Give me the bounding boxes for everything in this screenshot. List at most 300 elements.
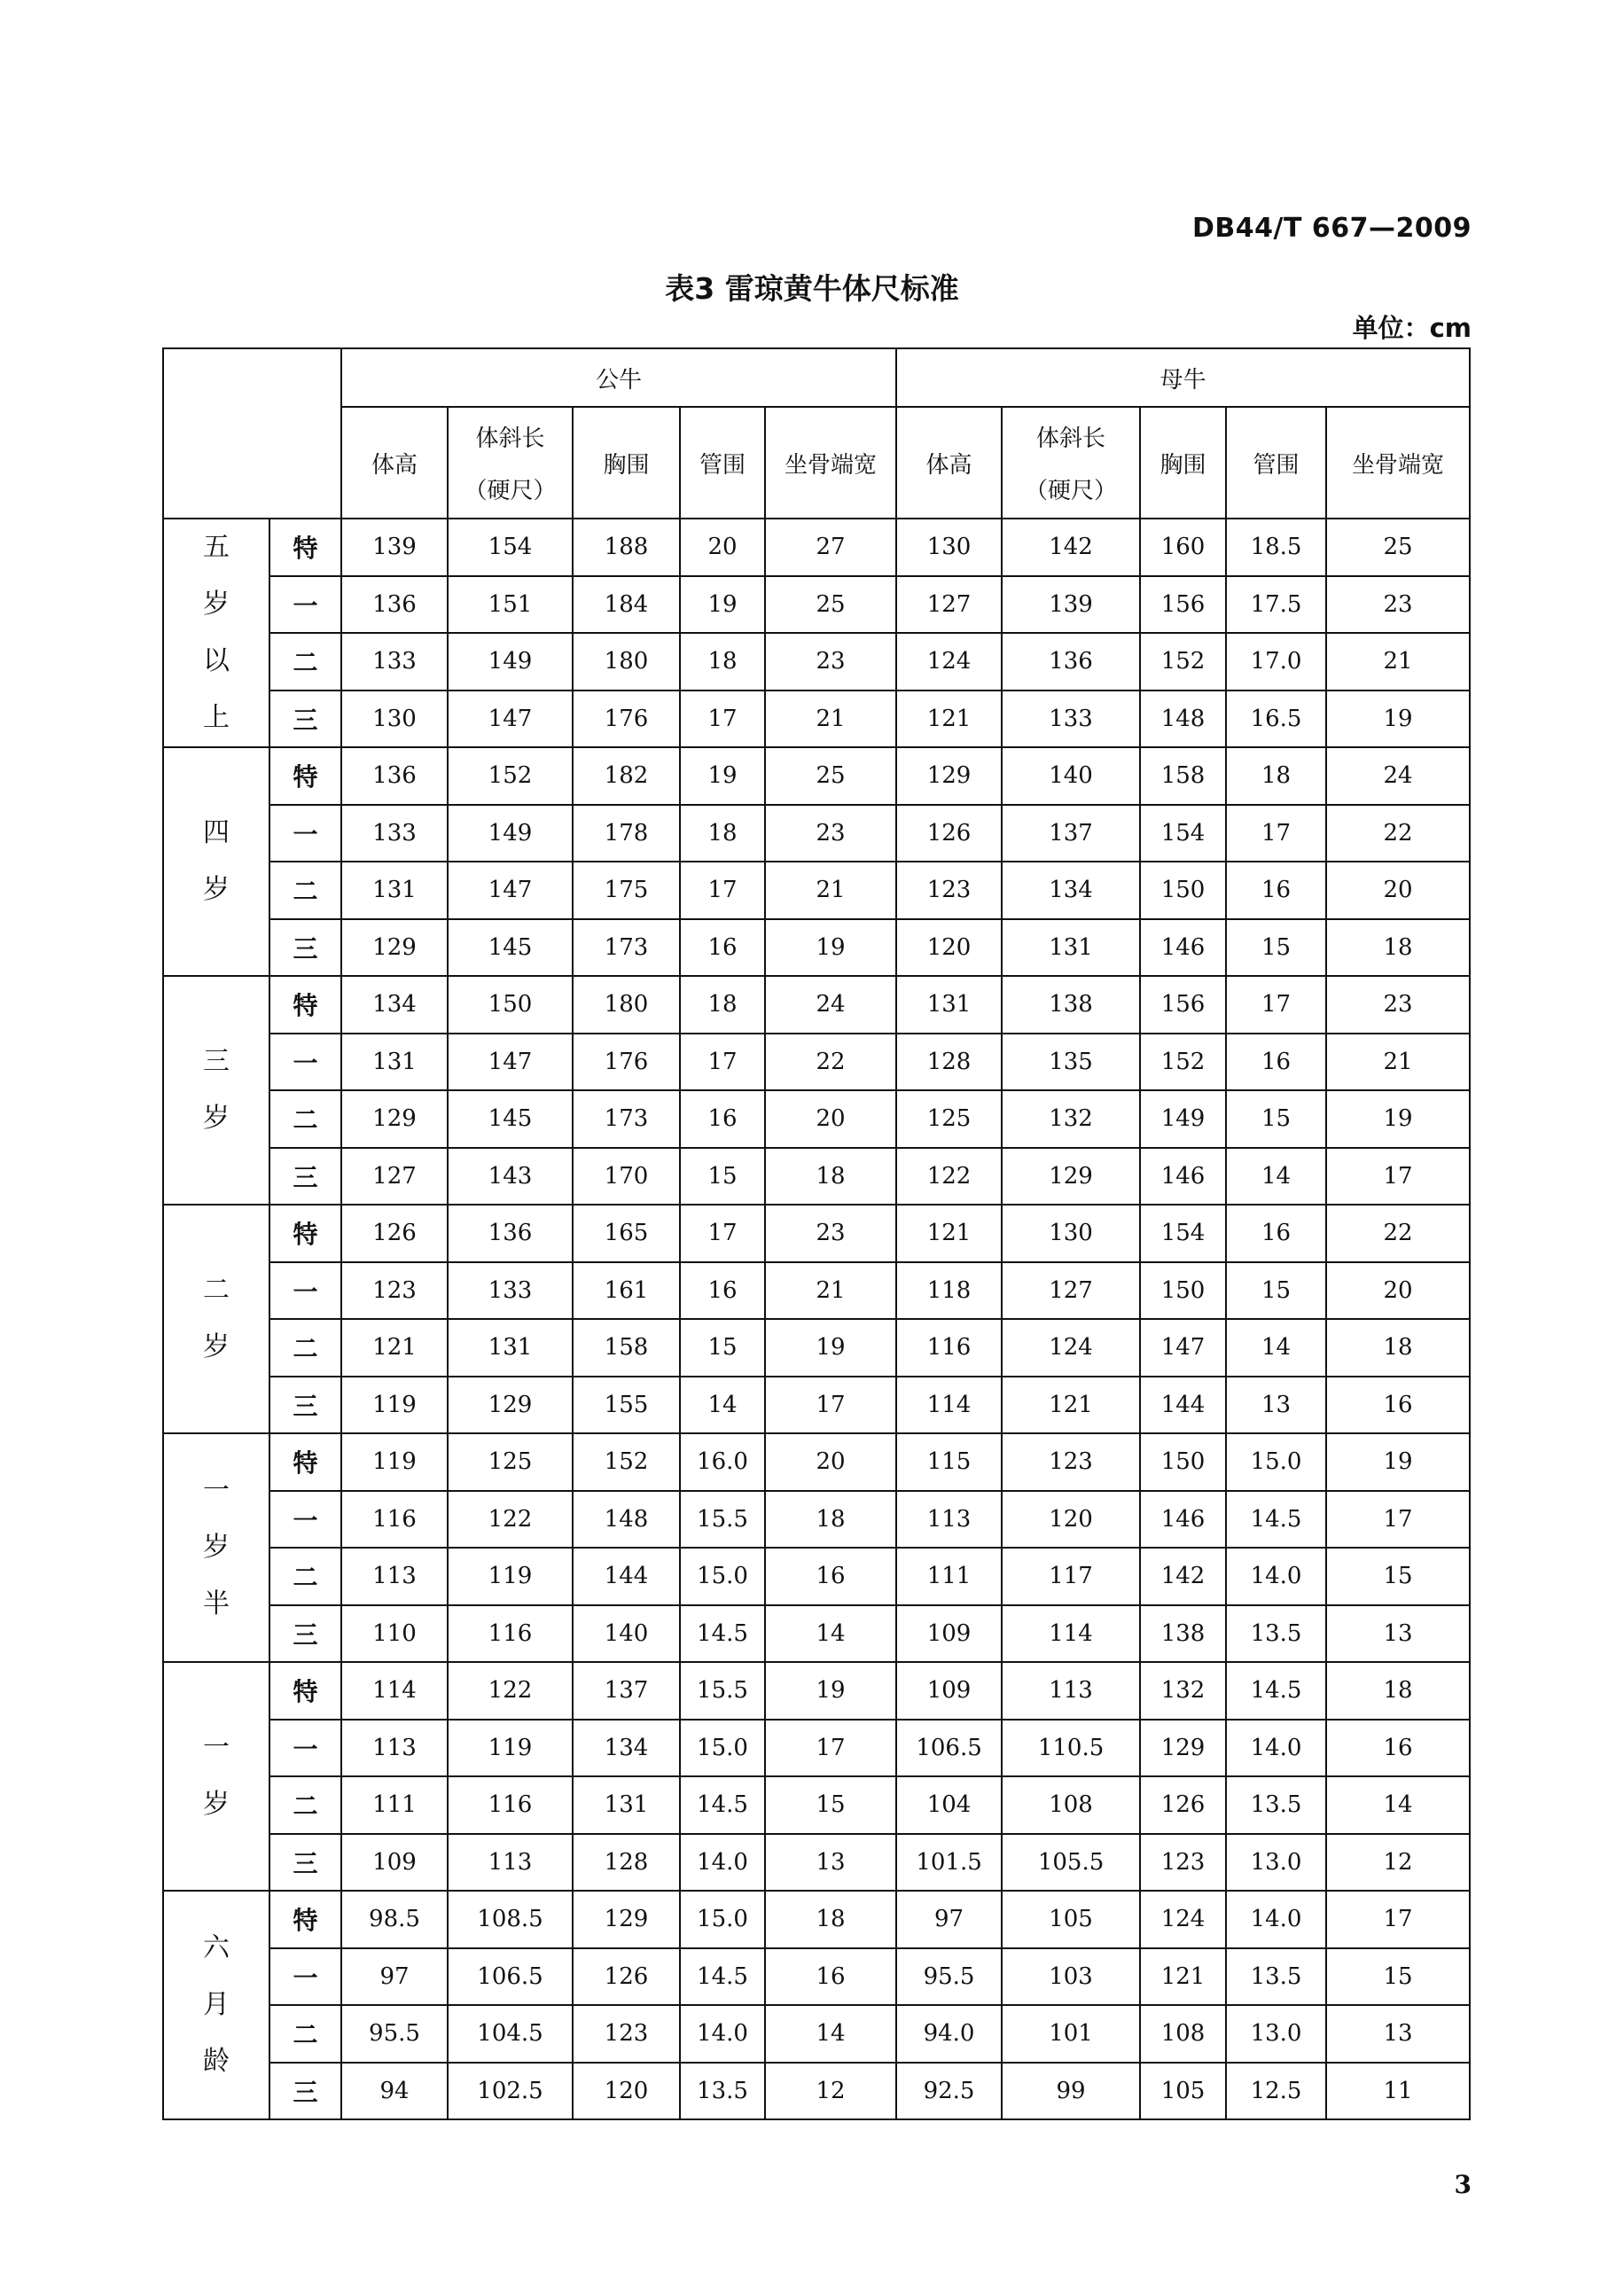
female-value-cell: 16: [1326, 1377, 1470, 1434]
male-value-cell: 125: [448, 1433, 573, 1491]
female-value-cell: 101.5: [896, 1834, 1002, 1892]
female-value-cell: 16: [1226, 1034, 1326, 1091]
male-value-cell: 17: [765, 1377, 896, 1434]
male-value-cell: 18: [680, 633, 765, 691]
grade-cell: 特: [269, 976, 341, 1034]
female-value-cell: 114: [1002, 1605, 1140, 1663]
male-value-cell: 15: [680, 1148, 765, 1206]
male-value-cell: 17: [680, 1034, 765, 1091]
female-value-cell: 14: [1326, 1776, 1470, 1834]
female-value-cell: 21: [1326, 633, 1470, 691]
male-value-cell: 176: [573, 1034, 680, 1091]
male-value-cell: 17: [765, 1720, 896, 1777]
male-value-cell: 180: [573, 633, 680, 691]
male-value-cell: 154: [448, 519, 573, 576]
female-value-cell: 22: [1326, 805, 1470, 862]
male-value-cell: 129: [341, 919, 448, 977]
female-value-cell: 121: [896, 691, 1002, 748]
male-value-cell: 121: [341, 1319, 448, 1377]
female-value-cell: 148: [1140, 691, 1226, 748]
male-value-cell: 111: [341, 1776, 448, 1834]
male-value-cell: 137: [573, 1662, 680, 1720]
male-value-cell: 127: [341, 1148, 448, 1206]
table-row: [163, 862, 1470, 919]
age-char: 以: [203, 645, 230, 676]
table-row: [163, 1605, 1470, 1663]
male-value-cell: 147: [448, 1034, 573, 1091]
female-value-cell: 121: [1140, 1948, 1226, 2006]
male-value-cell: 131: [341, 862, 448, 919]
male-value-cell: 152: [448, 747, 573, 805]
female-value-cell: 109: [896, 1662, 1002, 1720]
age-group-label: [163, 519, 269, 747]
female-value-cell: 94.0: [896, 2005, 1002, 2063]
female-value-cell: 132: [1002, 1090, 1140, 1148]
table-row: [163, 1948, 1470, 2006]
female-value-cell: 156: [1140, 576, 1226, 634]
female-value-cell: 117: [1002, 1548, 1140, 1605]
female-value-cell: 134: [1002, 862, 1140, 919]
female-value-cell: 127: [896, 576, 1002, 634]
male-value-cell: 15.0: [680, 1720, 765, 1777]
female-value-cell: 121: [896, 1205, 1002, 1262]
female-value-cell: 97: [896, 1891, 1002, 1948]
male-value-cell: 25: [765, 576, 896, 634]
male-value-cell: 19: [680, 747, 765, 805]
grade-cell: 二: [269, 1090, 341, 1148]
table-row: [163, 1662, 1470, 1720]
male-value-cell: 20: [765, 1433, 896, 1491]
age-char: 一: [203, 1732, 230, 1763]
male-value-cell: 18: [765, 1491, 896, 1549]
age-group-label: [163, 1891, 269, 2119]
male-value-cell: 149: [448, 805, 573, 862]
female-value-cell: 142: [1002, 519, 1140, 576]
female-value-cell: 14.5: [1226, 1662, 1326, 1720]
female-value-cell: 133: [1002, 691, 1140, 748]
table-row: [163, 2063, 1470, 2120]
female-value-cell: 14: [1226, 1319, 1326, 1377]
male-value-cell: 16: [680, 919, 765, 977]
male-value-cell: 136: [341, 576, 448, 634]
female-value-cell: 13.5: [1226, 1948, 1326, 2006]
table-row: [163, 1319, 1470, 1377]
female-value-cell: 11: [1326, 2063, 1470, 2120]
female-value-cell: 114: [896, 1377, 1002, 1434]
grade-cell: 特: [269, 1662, 341, 1720]
male-value-cell: 152: [573, 1433, 680, 1491]
male-value-cell: 147: [448, 691, 573, 748]
male-value-cell: 133: [448, 1262, 573, 1320]
table-row: [163, 2005, 1470, 2063]
female-value-cell: 123: [1002, 1433, 1140, 1491]
male-value-cell: 95.5: [341, 2005, 448, 2063]
female-value-cell: 101: [1002, 2005, 1140, 2063]
female-value-cell: 23: [1326, 576, 1470, 634]
age-char: 龄: [203, 2046, 230, 2077]
male-value-cell: 13.5: [680, 2063, 765, 2120]
male-value-cell: 130: [341, 691, 448, 748]
male-value-cell: 113: [341, 1720, 448, 1777]
male-value-cell: 131: [573, 1776, 680, 1834]
male-value-cell: 12: [765, 2063, 896, 2120]
male-value-cell: 23: [765, 1205, 896, 1262]
male-value-cell: 180: [573, 976, 680, 1034]
male-value-cell: 15: [680, 1319, 765, 1377]
female-value-cell: 113: [1002, 1662, 1140, 1720]
male-value-cell: 122: [448, 1491, 573, 1549]
grade-cell: 一: [269, 1948, 341, 2006]
female-value-cell: 147: [1140, 1319, 1226, 1377]
table-row: [163, 1891, 1470, 1948]
male-value-cell: 158: [573, 1319, 680, 1377]
male-value-cell: 176: [573, 691, 680, 748]
age-char: 月: [203, 1989, 230, 2020]
male-value-cell: 182: [573, 747, 680, 805]
male-value-cell: 148: [573, 1491, 680, 1549]
female-value-cell: 16: [1326, 1720, 1470, 1777]
table-row: [163, 976, 1470, 1034]
female-value-cell: 130: [896, 519, 1002, 576]
male-value-cell: 119: [448, 1720, 573, 1777]
male-value-cell: 15.0: [680, 1891, 765, 1948]
female-value-cell: 116: [896, 1319, 1002, 1377]
col-header-oblique-length-label: 体斜长: [1036, 425, 1106, 452]
female-value-cell: 13.0: [1226, 1834, 1326, 1892]
female-value-cell: 20: [1326, 1262, 1470, 1320]
female-value-cell: 105: [1002, 1891, 1140, 1948]
male-value-cell: 126: [573, 1948, 680, 2006]
female-value-cell: 111: [896, 1548, 1002, 1605]
age-char: 岁: [203, 1331, 230, 1362]
male-value-cell: 108.5: [448, 1891, 573, 1948]
female-value-cell: 118: [896, 1262, 1002, 1320]
age-group-label: [163, 1433, 269, 1662]
female-value-cell: 14.0: [1226, 1891, 1326, 1948]
female-value-cell: 13: [1226, 1377, 1326, 1434]
age-group-label: [163, 747, 269, 976]
table-title: 表3 雷琼黄牛体尺标准: [665, 271, 959, 306]
male-value-cell: 19: [765, 1319, 896, 1377]
grade-cell: 一: [269, 1491, 341, 1549]
table-row: [163, 691, 1470, 748]
female-value-cell: 110.5: [1002, 1720, 1140, 1777]
male-value-cell: 21: [765, 691, 896, 748]
female-value-cell: 17: [1226, 805, 1326, 862]
female-value-cell: 158: [1140, 747, 1226, 805]
male-value-cell: 143: [448, 1148, 573, 1206]
male-value-cell: 170: [573, 1148, 680, 1206]
male-value-cell: 150: [448, 976, 573, 1034]
female-value-cell: 129: [1140, 1720, 1226, 1777]
female-value-cell: 124: [1140, 1891, 1226, 1948]
age-char: 三: [203, 1046, 230, 1077]
female-value-cell: 150: [1140, 1262, 1226, 1320]
male-value-cell: 119: [448, 1548, 573, 1605]
male-value-cell: 17: [680, 862, 765, 919]
male-value-cell: 129: [448, 1377, 573, 1434]
col-header-oblique-length-label: 体斜长: [475, 425, 545, 452]
male-value-cell: 131: [448, 1319, 573, 1377]
male-value-cell: 116: [341, 1491, 448, 1549]
male-value-cell: 16: [680, 1262, 765, 1320]
female-value-cell: 24: [1326, 747, 1470, 805]
col-header-oblique-length: [448, 407, 573, 519]
male-value-cell: 173: [573, 919, 680, 977]
male-value-cell: 184: [573, 576, 680, 634]
female-value-cell: 129: [1002, 1148, 1140, 1206]
age-char: 四: [203, 817, 230, 848]
male-value-cell: 14: [765, 1605, 896, 1663]
male-value-cell: 15.5: [680, 1662, 765, 1720]
female-value-cell: 16: [1226, 862, 1326, 919]
female-value-cell: 25: [1326, 519, 1470, 576]
male-value-cell: 113: [341, 1548, 448, 1605]
grade-cell: 特: [269, 747, 341, 805]
male-value-cell: 17: [680, 1205, 765, 1262]
female-value-cell: 115: [896, 1433, 1002, 1491]
grade-cell: 二: [269, 862, 341, 919]
table-row: [163, 1090, 1470, 1148]
male-value-cell: 133: [341, 633, 448, 691]
female-value-cell: 14.5: [1226, 1491, 1326, 1549]
female-value-cell: 18: [1326, 1662, 1470, 1720]
male-value-cell: 147: [448, 862, 573, 919]
male-value-cell: 20: [680, 519, 765, 576]
col-header-oblique-length: [1002, 407, 1140, 519]
male-value-cell: 21: [765, 862, 896, 919]
male-value-cell: 18: [765, 1891, 896, 1948]
male-value-cell: 14: [680, 1377, 765, 1434]
female-value-cell: 138: [1140, 1605, 1226, 1663]
grade-cell: 三: [269, 1148, 341, 1206]
body-measurement-table: [162, 347, 1471, 2120]
female-value-cell: 131: [1002, 919, 1140, 977]
male-value-cell: 161: [573, 1262, 680, 1320]
female-value-cell: 92.5: [896, 2063, 1002, 2120]
male-value-cell: 140: [573, 1605, 680, 1663]
male-value-cell: 122: [448, 1662, 573, 1720]
age-char: 上: [203, 702, 230, 733]
male-value-cell: 16: [765, 1948, 896, 2006]
female-value-cell: 105: [1140, 2063, 1226, 2120]
female-value-cell: 150: [1140, 1433, 1226, 1491]
male-value-cell: 25: [765, 747, 896, 805]
female-value-cell: 15: [1226, 1090, 1326, 1148]
female-value-cell: 18: [1326, 919, 1470, 977]
male-value-cell: 129: [341, 1090, 448, 1148]
female-value-cell: 131: [896, 976, 1002, 1034]
male-value-cell: 133: [341, 805, 448, 862]
male-value-cell: 18: [765, 1148, 896, 1206]
col-header-height: 体高: [896, 407, 1002, 519]
table-row: [163, 633, 1470, 691]
male-value-cell: 120: [573, 2063, 680, 2120]
male-value-cell: 19: [765, 919, 896, 977]
male-value-cell: 15: [765, 1776, 896, 1834]
col-header-height: 体高: [341, 407, 448, 519]
female-value-cell: 15: [1226, 1262, 1326, 1320]
group-header-female: 母牛: [896, 348, 1470, 407]
grade-cell: 特: [269, 519, 341, 576]
female-value-cell: 126: [896, 805, 1002, 862]
table-row: [163, 1262, 1470, 1320]
age-char: 岁: [203, 1103, 230, 1134]
female-value-cell: 17: [1326, 1491, 1470, 1549]
male-value-cell: 116: [448, 1605, 573, 1663]
female-value-cell: 16.5: [1226, 691, 1326, 748]
female-value-cell: 19: [1326, 1433, 1470, 1491]
table-row: [163, 1148, 1470, 1206]
female-value-cell: 109: [896, 1605, 1002, 1663]
female-value-cell: 23: [1326, 976, 1470, 1034]
male-value-cell: 17: [680, 691, 765, 748]
group-header-male: 公牛: [341, 348, 896, 407]
male-value-cell: 165: [573, 1205, 680, 1262]
age-char: 岁: [203, 1532, 230, 1563]
male-value-cell: 22: [765, 1034, 896, 1091]
female-value-cell: 124: [1002, 1319, 1140, 1377]
female-value-cell: 20: [1326, 862, 1470, 919]
female-value-cell: 113: [896, 1491, 1002, 1549]
male-value-cell: 106.5: [448, 1948, 573, 2006]
female-value-cell: 154: [1140, 1205, 1226, 1262]
female-value-cell: 12: [1326, 1834, 1470, 1892]
female-value-cell: 120: [896, 919, 1002, 977]
grade-cell: 特: [269, 1433, 341, 1491]
col-header-pin-width: 坐骨端宽: [765, 407, 896, 519]
col-header-cannon: 管围: [680, 407, 765, 519]
age-char: 六: [203, 1932, 230, 1963]
male-value-cell: 15.0: [680, 1548, 765, 1605]
grade-cell: 三: [269, 919, 341, 977]
female-value-cell: 139: [1002, 576, 1140, 634]
male-value-cell: 126: [341, 1205, 448, 1262]
male-value-cell: 136: [448, 1205, 573, 1262]
male-value-cell: 98.5: [341, 1891, 448, 1948]
female-value-cell: 13: [1326, 2005, 1470, 2063]
male-value-cell: 145: [448, 1090, 573, 1148]
female-value-cell: 138: [1002, 976, 1140, 1034]
age-char: 五: [203, 532, 230, 563]
female-value-cell: 14.0: [1226, 1548, 1326, 1605]
male-value-cell: 16: [680, 1090, 765, 1148]
age-char: 岁: [203, 1789, 230, 1820]
female-value-cell: 13: [1326, 1605, 1470, 1663]
male-value-cell: 119: [341, 1377, 448, 1434]
female-value-cell: 17.5: [1226, 576, 1326, 634]
male-value-cell: 151: [448, 576, 573, 634]
male-value-cell: 24: [765, 976, 896, 1034]
male-value-cell: 109: [341, 1834, 448, 1892]
female-value-cell: 130: [1002, 1205, 1140, 1262]
grade-cell: 一: [269, 1720, 341, 1777]
grade-cell: 一: [269, 805, 341, 862]
table-row: [163, 1205, 1470, 1262]
female-value-cell: 136: [1002, 633, 1140, 691]
female-value-cell: 15: [1326, 1948, 1470, 2006]
female-value-cell: 22: [1326, 1205, 1470, 1262]
female-value-cell: 19: [1326, 691, 1470, 748]
age-group-label: [163, 1662, 269, 1891]
female-value-cell: 15: [1226, 919, 1326, 977]
female-value-cell: 17: [1326, 1891, 1470, 1948]
table-row: [163, 519, 1470, 576]
table-row: [163, 1548, 1470, 1605]
female-value-cell: 152: [1140, 633, 1226, 691]
grade-cell: 三: [269, 1377, 341, 1434]
female-value-cell: 135: [1002, 1034, 1140, 1091]
grade-cell: 二: [269, 633, 341, 691]
unit-label: 单位：cm: [1352, 313, 1472, 343]
male-value-cell: 27: [765, 519, 896, 576]
age-char: 岁: [203, 589, 230, 620]
grade-cell: 二: [269, 1548, 341, 1605]
male-value-cell: 94: [341, 2063, 448, 2120]
female-value-cell: 152: [1140, 1034, 1226, 1091]
male-value-cell: 14.0: [680, 2005, 765, 2063]
table-row: [163, 1034, 1470, 1091]
female-value-cell: 18: [1326, 1319, 1470, 1377]
female-value-cell: 21: [1326, 1034, 1470, 1091]
female-value-cell: 123: [1140, 1834, 1226, 1892]
grade-cell: 特: [269, 1891, 341, 1948]
grade-cell: 二: [269, 2005, 341, 2063]
male-value-cell: 173: [573, 1090, 680, 1148]
table-row: [163, 1720, 1470, 1777]
col-header-chest: 胸围: [573, 407, 680, 519]
male-value-cell: 14.5: [680, 1605, 765, 1663]
male-value-cell: 23: [765, 633, 896, 691]
male-value-cell: 23: [765, 805, 896, 862]
male-value-cell: 13: [765, 1834, 896, 1892]
male-value-cell: 16.0: [680, 1433, 765, 1491]
age-char: 岁: [203, 874, 230, 905]
female-value-cell: 17.0: [1226, 633, 1326, 691]
male-value-cell: 123: [573, 2005, 680, 2063]
female-value-cell: 150: [1140, 862, 1226, 919]
female-value-cell: 123: [896, 862, 1002, 919]
male-value-cell: 15.5: [680, 1491, 765, 1549]
female-value-cell: 120: [1002, 1491, 1140, 1549]
table-row: [163, 1377, 1470, 1434]
male-value-cell: 119: [341, 1433, 448, 1491]
table-row: [163, 805, 1470, 862]
age-char: 二: [203, 1275, 230, 1306]
male-value-cell: 116: [448, 1776, 573, 1834]
female-value-cell: 14.0: [1226, 1720, 1326, 1777]
female-value-cell: 18: [1226, 747, 1326, 805]
male-value-cell: 14.5: [680, 1948, 765, 2006]
female-value-cell: 149: [1140, 1090, 1226, 1148]
female-value-cell: 142: [1140, 1548, 1226, 1605]
female-value-cell: 108: [1002, 1776, 1140, 1834]
male-value-cell: 123: [341, 1262, 448, 1320]
female-value-cell: 108: [1140, 2005, 1226, 2063]
col-header-cannon: 管围: [1226, 407, 1326, 519]
male-value-cell: 14.0: [680, 1834, 765, 1892]
male-value-cell: 114: [341, 1662, 448, 1720]
male-value-cell: 97: [341, 1948, 448, 2006]
male-value-cell: 139: [341, 519, 448, 576]
female-value-cell: 105.5: [1002, 1834, 1140, 1892]
male-value-cell: 149: [448, 633, 573, 691]
female-value-cell: 146: [1140, 919, 1226, 977]
male-value-cell: 21: [765, 1262, 896, 1320]
female-value-cell: 99: [1002, 2063, 1140, 2120]
female-value-cell: 156: [1140, 976, 1226, 1034]
female-value-cell: 13.5: [1226, 1776, 1326, 1834]
